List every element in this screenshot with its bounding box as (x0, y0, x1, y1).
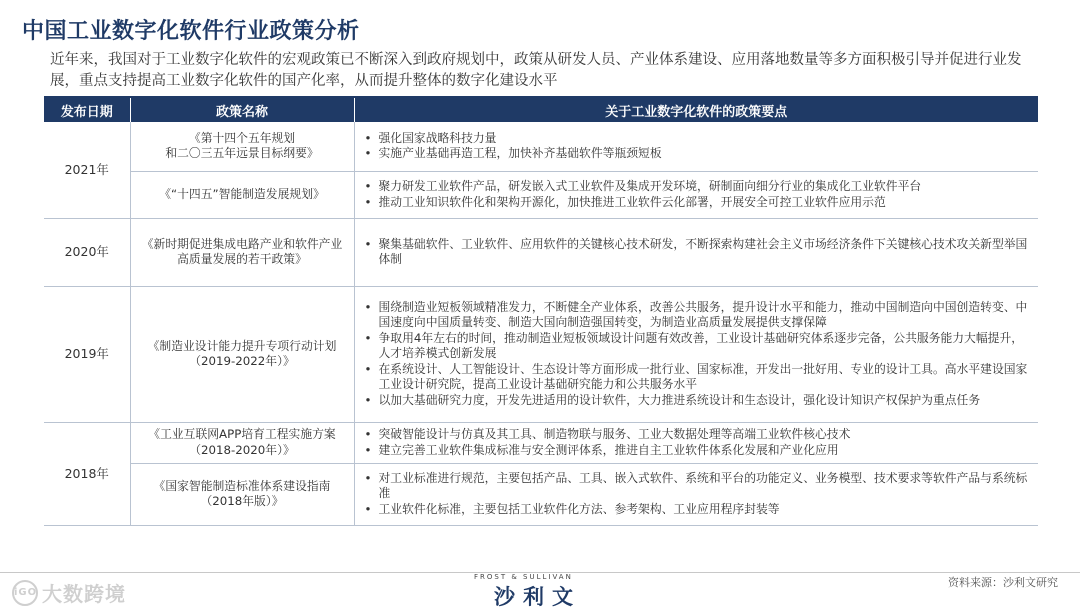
page-title: 中国工业数字化软件行业政策分析 (22, 19, 360, 44)
cell-date: 2021年 (44, 122, 130, 218)
brand-logo-text: 沙利文 (494, 585, 581, 609)
brand-english: FROST & SULLIVAN (474, 573, 573, 581)
cell-policy-points (354, 422, 1038, 463)
list-item: • 工业软件化标准，主要包括工业软件化方法、参考架构、工业应用程序封装等 (363, 502, 1031, 517)
cell-policy-name: 《新时期促进集成电路产业和软件产业 高质量发展的若干政策》 (130, 218, 354, 286)
list-item: • 聚集基础软件、工业软件、应用软件的关键核心技术研发，不断探索构建社会主义市场经济条件下关键核心技术攻关新型举国体制 (363, 237, 1031, 268)
table-header-row (44, 98, 1038, 122)
list-item: • 在系统设计、人工智能设计、生态设计等方面形成一批行业、国家标准，开发出一批好用、专业的设计工具。高水平建设国家工业设计研究院，提高工业设计基础研究能力和公共服务水平 (363, 362, 1031, 393)
watermark-logo-icon: iGO (12, 580, 38, 606)
table-row (44, 122, 1038, 171)
list-item: • 聚力研发工业软件产品，研发嵌入式工业软件及集成开发环境，研制面向细分行业的集成化工业软件平台 (363, 179, 1031, 194)
list-item: • 突破智能设计与仿真及其工具、制造物联与服务、工业大数据处理等高端工业软件核心技术 (363, 427, 1031, 442)
source-note: 资料来源：沙利文研究 (948, 576, 1058, 589)
cell-policy-name: 《制造业设计能力提升专项行动计划 （2019-2022年）》 (130, 286, 354, 422)
cell-policy-points (354, 286, 1038, 422)
list-item: • 强化国家战略科技力量 (363, 131, 1031, 146)
header-policy-name: 政策名称 (130, 98, 354, 122)
cell-policy-points (354, 171, 1038, 218)
cell-date: 2018年 (44, 422, 130, 525)
cell-date: 2020年 (44, 218, 130, 286)
list-item: • 围绕制造业短板领域精准发力，不断健全产业体系，改善公共服务，提升设计水平和能力，推动中国制造向中国创造转变、中国速度向中国质量转变、制造大国向制造强国转变，为制造业高质量发展提供支撑保障 (363, 300, 1031, 331)
points-list (363, 471, 1031, 517)
points-list (363, 427, 1031, 458)
policy-table (44, 98, 1038, 526)
table-body (44, 122, 1038, 525)
watermark-text: 大数跨境 (42, 582, 126, 606)
list-item: • 建立完善工业软件集成标准与安全测评体系，推进自主工业软件体系化发展和产业化应用 (363, 443, 1031, 458)
table-row (44, 171, 1038, 218)
cell-policy-name: 《国家智能制造标准体系建设指南 （2018年版）》 (130, 463, 354, 525)
table-row (44, 286, 1038, 422)
points-list (363, 300, 1031, 408)
header-policy-points: 关于工业数字化软件的政策要点 (354, 98, 1038, 122)
table-row (44, 218, 1038, 286)
list-item: • 实施产业基础再造工程，加快补齐基础软件等瓶颈短板 (363, 146, 1031, 161)
list-item: • 推动工业知识软件化和架构开源化，加快推进工业软件云化部署，开展安全可控工业软件应用示范 (363, 195, 1031, 210)
points-list (363, 131, 1031, 162)
table-row (44, 463, 1038, 525)
points-list (363, 237, 1031, 268)
cell-policy-name: 《“十四五”智能制造发展规划》 (130, 171, 354, 218)
cell-policy-name: 《第十四个五年规划 和二〇三五年远景目标纲要》 (130, 122, 354, 171)
watermark (12, 578, 126, 607)
cell-policy-name: 《工业互联网APP培育工程实施方案 （2018-2020年）》 (130, 422, 354, 463)
cell-policy-points (354, 122, 1038, 171)
table-row (44, 422, 1038, 463)
points-list (363, 179, 1031, 210)
cell-date: 2019年 (44, 286, 130, 422)
cell-policy-points (354, 218, 1038, 286)
list-item: • 争取用4年左右的时间，推动制造业短板领域设计问题有效改善，工业设计基础研究体系逐步完备，公共服务能力大幅提升，人才培养模式创新发展 (363, 331, 1031, 362)
cell-policy-points (354, 463, 1038, 525)
list-item: • 以加大基础研究力度，开发先进适用的设计软件，大力推进系统设计和生态设计，强化设计知识产权保护为重点任务 (363, 393, 1031, 408)
header-date: 发布日期 (44, 98, 130, 122)
list-item: • 对工业标准进行规范，主要包括产品、工具、嵌入式软件、系统和平台的功能定义、业务模型、技术要求等软件产品与系统标准 (363, 471, 1031, 502)
intro-paragraph: 近年来，我国对于工业数字化软件的宏观政策已不断深入到政府规划中，政策从研发人员、产业体系建设、应用落地数量等多方面积极引导并促进行业发展，重点支持提高工业数字化软件的国产化率，从而提升整体的数字化建设水平 (50, 52, 1022, 89)
